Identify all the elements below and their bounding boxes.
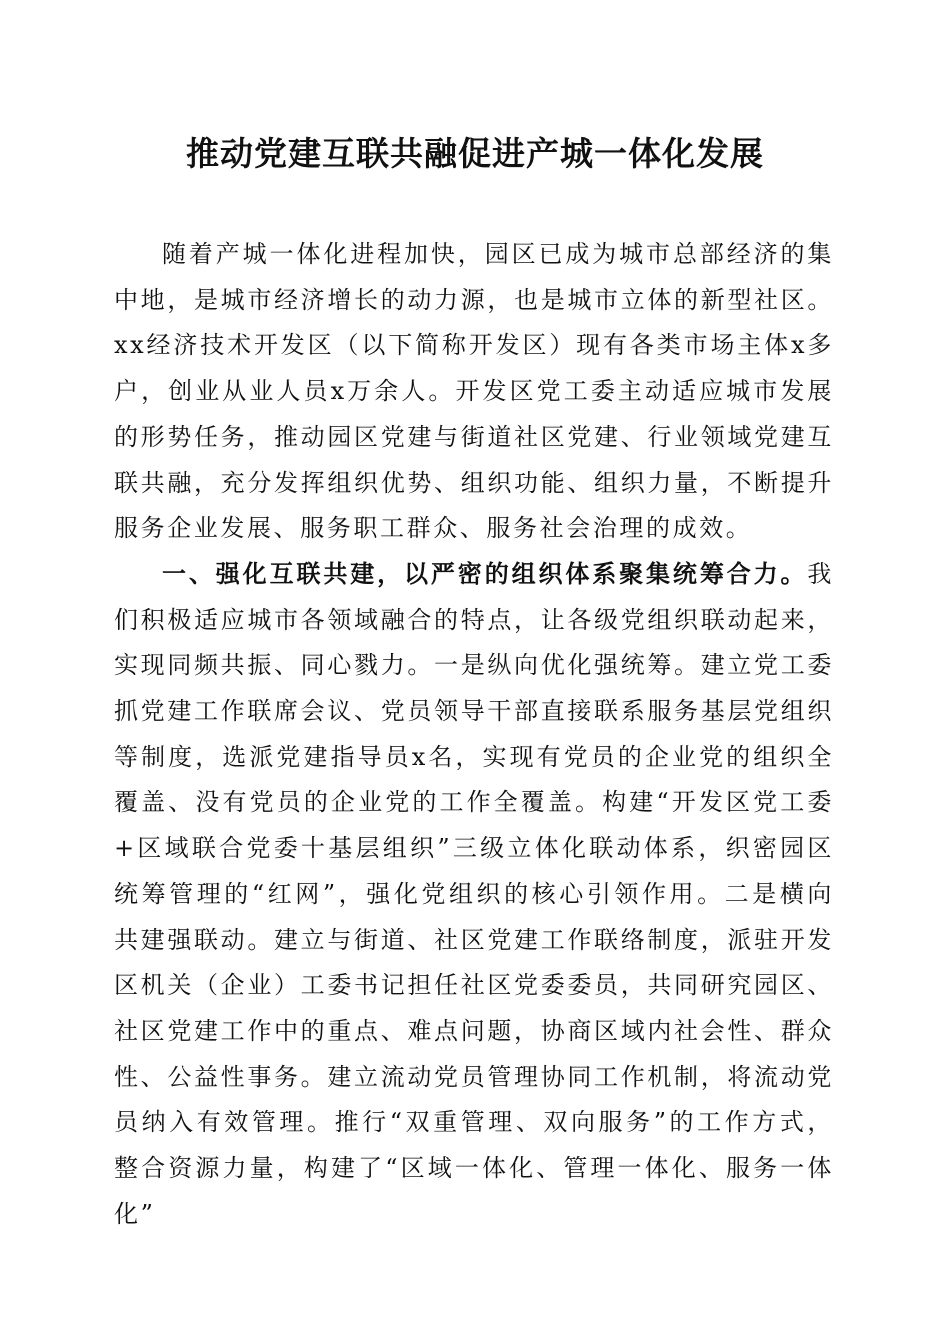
section-1-body: 我们积极适应城市各领域融合的特点，让各级党组织联动起来，实现同频共振、同心戮力。一是纵向优化强统筹。建立党工委抓党建工作联席会议、党员领导干部直接联系服务基层党组织等制度，选派党建指导员x名，实现有党员的企业党的组织全覆盖、没有党员的企业党的工作全覆盖。构建“开发区党工委+区域联合党委十基层组织”三级立体化联动体系，织密园区统筹管理的“红网”，强化党组织的核心引领作用。二是横向共建强联动。建立与街道、社区党建工作联络制度，派驻开发区机关（企业）工委书记担任社区党委委员，共同研究园区、社区党建工作中的重点、难点问题，协商区域内社会性、群众性、公益性事务。建立流动党员管理协同工作机制，将流动党员纳入有效管理。推行“双重管理、双向服务”的工作方式，整合资源力量，构建了“区域一体化、管理一体化、服务一体化” [114, 559, 834, 1228]
intro-paragraph: 随着产城一体化进程加快，园区已成为城市总部经济的集中地，是城市经济增长的动力源，也是城市立体的新型社区。xx经济技术开发区（以下简称开发区）现有各类市场主体x多户，创业从业人员x万余人。开发区党工委主动适应城市发展的形势任务，推动园区党建与街道社区党建、行业领域党建互联共融，充分发挥组织优势、组织功能、组织力量，不断提升服务企业发展、服务职工群众、服务社会治理的成效。 [114, 240, 834, 543]
document-title: 推动党建互联共融促进产城一体化发展 [186, 134, 764, 173]
section-1-heading: 一、强化互联共建，以严密的组织体系聚集统筹合力。 [162, 559, 808, 588]
document-body [114, 232, 834, 1237]
section-1-paragraph [114, 552, 834, 1238]
